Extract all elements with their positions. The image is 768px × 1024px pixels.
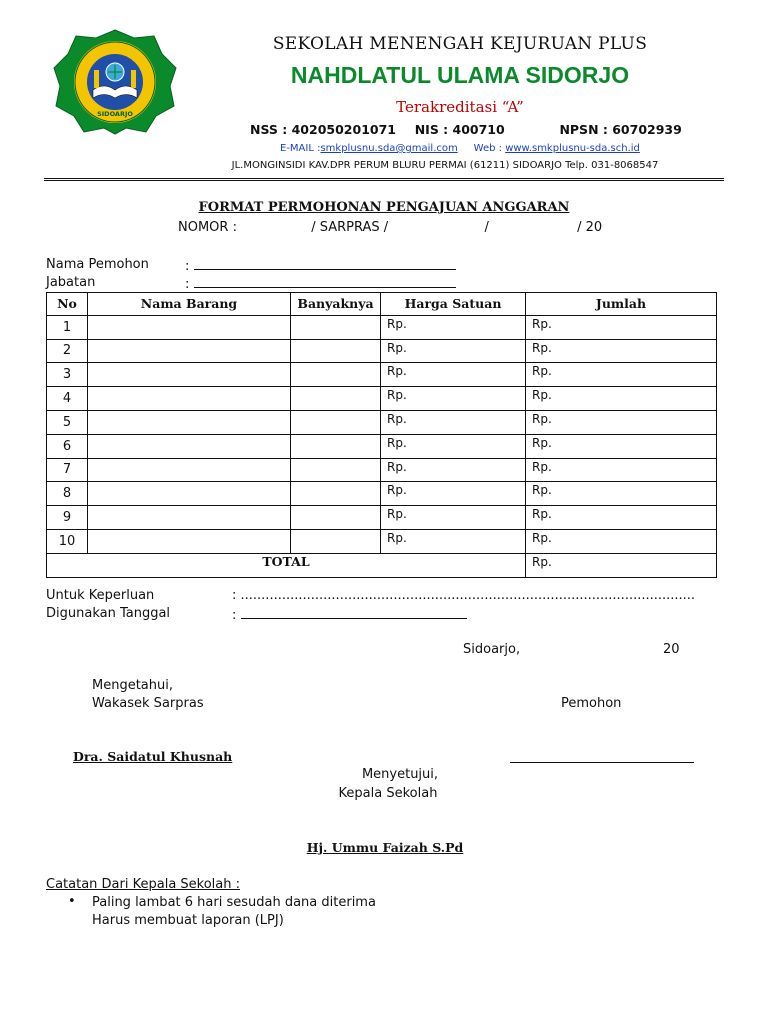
table-row (47, 482, 717, 506)
web-label: Web : (473, 143, 502, 154)
position-label: Jabatan (46, 275, 96, 290)
quantity-cell[interactable] (291, 315, 381, 339)
table-row (47, 363, 717, 387)
unit-price-cell[interactable]: Rp. (381, 434, 526, 458)
total-label: TOTAL (47, 553, 526, 577)
nomor-slash: / (484, 220, 489, 235)
quantity-cell[interactable] (291, 529, 381, 553)
notes-bullet: • (68, 894, 76, 909)
npsn: NPSN : 60702939 (559, 122, 682, 137)
quantity-cell[interactable] (291, 458, 381, 482)
unit-price-cell[interactable]: Rp. (381, 315, 526, 339)
school-ids (250, 122, 682, 137)
header-divider (44, 178, 724, 181)
usage-date-line (241, 606, 467, 619)
unit-price-cell[interactable]: Rp. (381, 363, 526, 387)
quantity-cell[interactable] (291, 506, 381, 530)
wakasek-name: Dra. Saidatul Khusnah (73, 749, 233, 764)
notes-title: Catatan Dari Kepala Sekolah : (46, 877, 241, 892)
header-amount: Jumlah (526, 293, 717, 316)
row-no: 3 (47, 363, 88, 387)
usage-date-label: Digunakan Tanggal (46, 606, 171, 621)
unit-price-cell[interactable]: Rp. (381, 339, 526, 363)
approved-label: Menyetujui, (361, 767, 439, 782)
acknowledged-label: Mengetahui, (92, 678, 173, 693)
signing-place: Sidoarjo, (463, 642, 521, 657)
wakasek-title: Wakasek Sarpras (92, 696, 204, 711)
amount-cell[interactable]: Rp. (526, 506, 717, 530)
school-address: JL.MONGINSIDI KAV.DPR PERUM BLURU PERMAI (61211) SIDOARJO Telp. 031-8068547 (231, 160, 659, 171)
form-title: FORMAT PERMOHONAN PENGAJUAN ANGGARAN (198, 200, 570, 215)
item-name-cell[interactable] (88, 529, 291, 553)
position-line (194, 275, 456, 288)
items-table (46, 292, 717, 578)
amount-cell[interactable]: Rp. (526, 458, 717, 482)
name-line (194, 257, 456, 270)
table-row (47, 458, 717, 482)
nomor-year: / 20 (577, 220, 603, 235)
total-row (47, 553, 717, 577)
svg-text:SIDOARJO: SIDOARJO (97, 110, 133, 118)
amount-cell[interactable]: Rp. (526, 410, 717, 434)
purpose-label: Untuk Keperluan (46, 588, 155, 603)
signing-year: 20 (663, 642, 680, 657)
total-amount-cell[interactable]: Rp. (526, 553, 717, 577)
school-name: NAHDLATUL ULAMA SIDORJO (290, 62, 630, 88)
document-number (178, 220, 602, 235)
quantity-cell[interactable] (291, 410, 381, 434)
quantity-cell[interactable] (291, 387, 381, 411)
quantity-cell[interactable] (291, 339, 381, 363)
header-no: No (47, 293, 88, 316)
row-no: 6 (47, 434, 88, 458)
amount-cell[interactable]: Rp. (526, 387, 717, 411)
table-row (47, 410, 717, 434)
amount-cell[interactable]: Rp. (526, 482, 717, 506)
web-link[interactable]: www.smkplusnu-sda.sch.id (505, 143, 640, 154)
quantity-cell[interactable] (291, 434, 381, 458)
row-no: 9 (47, 506, 88, 530)
applicant-title: Pemohon (561, 696, 622, 711)
row-no: 10 (47, 529, 88, 553)
name-label: Nama Pemohon (46, 257, 149, 272)
email-link[interactable]: smkplusnu.sda@gmail.com (320, 143, 458, 154)
contact-row (280, 143, 640, 154)
header-quantity: Banyaknya (291, 293, 381, 316)
quantity-cell[interactable] (291, 482, 381, 506)
nomor-sarpras: / SARPRAS / (311, 220, 389, 235)
quantity-cell[interactable] (291, 363, 381, 387)
purpose-field[interactable]: : .............................................................................................................. (232, 588, 696, 603)
item-name-cell[interactable] (88, 482, 291, 506)
nomor-label: NOMOR : (178, 220, 237, 235)
item-name-cell[interactable] (88, 363, 291, 387)
nss: NSS : 402050201071 (250, 122, 396, 137)
table-row (47, 529, 717, 553)
item-name-cell[interactable] (88, 339, 291, 363)
unit-price-cell[interactable]: Rp. (381, 458, 526, 482)
item-name-cell[interactable] (88, 506, 291, 530)
row-no: 7 (47, 458, 88, 482)
unit-price-cell[interactable]: Rp. (381, 387, 526, 411)
name-field[interactable]: : (185, 257, 456, 274)
amount-cell[interactable]: Rp. (526, 434, 717, 458)
nis: NIS : 400710 (414, 122, 505, 137)
item-name-cell[interactable] (88, 434, 291, 458)
table-header-row (47, 293, 717, 316)
unit-price-cell[interactable]: Rp. (381, 482, 526, 506)
row-no: 5 (47, 410, 88, 434)
school-logo (50, 28, 180, 136)
unit-price-cell[interactable]: Rp. (381, 410, 526, 434)
header-item-name: Nama Barang (88, 293, 291, 316)
applicant-signature-line[interactable] (510, 762, 694, 763)
row-no: 4 (47, 387, 88, 411)
email-label: E-MAIL : (280, 143, 321, 154)
usage-date-field[interactable]: : (232, 606, 467, 623)
school-type: SEKOLAH MENENGAH KEJURUAN PLUS (272, 34, 648, 54)
row-no: 8 (47, 482, 88, 506)
table-row (47, 339, 717, 363)
headmaster-title: Kepala Sekolah (338, 786, 438, 801)
table-row (47, 506, 717, 530)
unit-price-cell[interactable]: Rp. (381, 506, 526, 530)
table-row (47, 315, 717, 339)
amount-cell[interactable]: Rp. (526, 529, 717, 553)
amount-cell[interactable]: Rp. (526, 339, 717, 363)
unit-price-cell[interactable]: Rp. (381, 529, 526, 553)
item-name-cell[interactable] (88, 410, 291, 434)
table-row (47, 387, 717, 411)
row-no: 1 (47, 315, 88, 339)
position-field[interactable]: : (185, 275, 456, 292)
item-name-cell[interactable] (88, 458, 291, 482)
headmaster-name: Hj. Ummu Faizah S.Pd (306, 840, 464, 855)
row-no: 2 (47, 339, 88, 363)
accreditation: Terakreditasi “A” (396, 98, 524, 116)
amount-cell[interactable]: Rp. (526, 363, 717, 387)
amount-cell[interactable]: Rp. (526, 315, 717, 339)
notes-line-2: Harus membuat laporan (LPJ) (92, 913, 284, 928)
item-name-cell[interactable] (88, 387, 291, 411)
header-unit-price: Harga Satuan (381, 293, 526, 316)
notes-line-1: Paling lambat 6 hari sesudah dana diterima (92, 895, 376, 910)
item-name-cell[interactable] (88, 315, 291, 339)
table-row (47, 434, 717, 458)
